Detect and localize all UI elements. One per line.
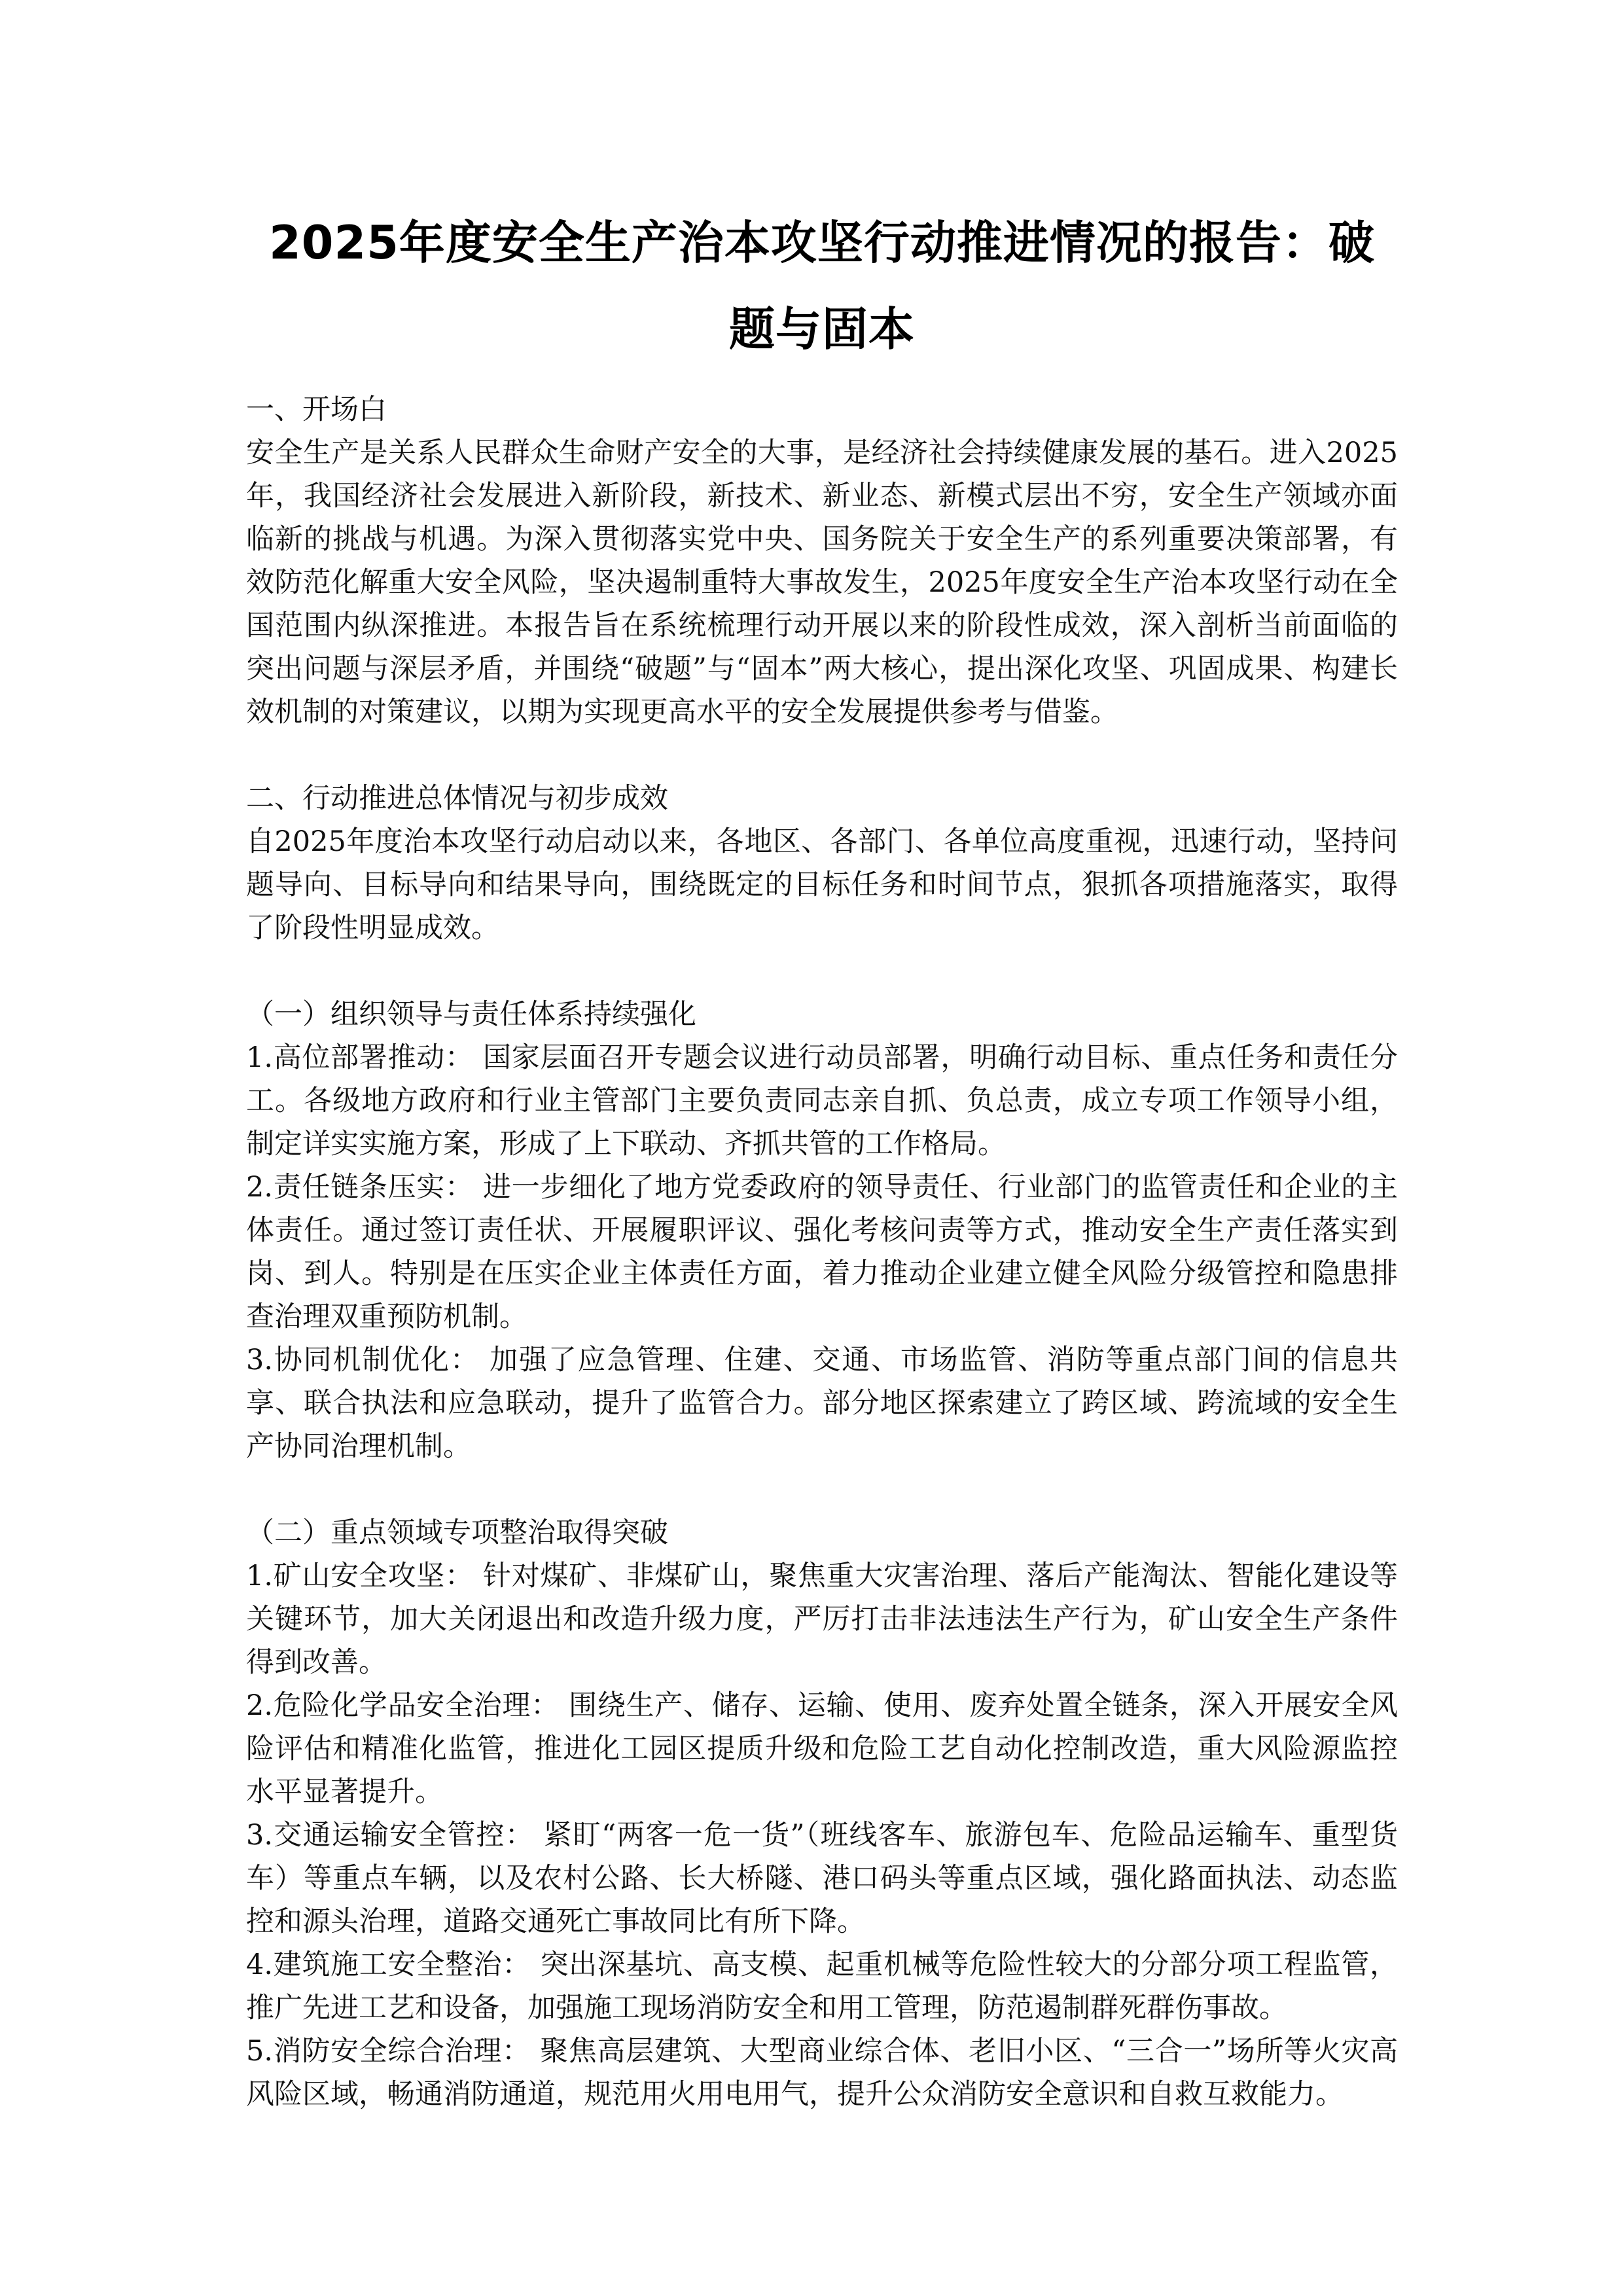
section-heading-intro: 一、开场白 [246,393,387,426]
subsection-heading-key-areas: （二）重点领域专项整治取得突破 [246,1516,668,1549]
key-area-item-2: 2.危险化学品安全治理： 围绕生产、储存、运输、使用、废弃处置全链条，深入开展安全风险评估和精准化监管，推进化工园区提质升级和危险工艺自动化控制改造，重大风险源监控水平显著提升。 [246,1689,1398,1808]
key-area-item-5: 5.消防安全综合治理： 聚焦高层建筑、大型商业综合体、老旧小区、“三合一”场所等火灾高风险区域，畅通消防通道，规范用火用电用气，提升公众消防安全意识和自救互救能力。 [246,2035,1398,2111]
key-area-item-3: 3.交通运输安全管控： 紧盯“两客一危一货”（班线客车、旅游包车、危险品运输车、重型货车）等重点车辆，以及农村公路、长大桥隧、港口码头等重点区域，强化路面执法、动态监控和源头治理，道路交通死亡事故同比有所下降。 [246,1819,1398,1938]
document-body [246,388,1398,2116]
organization-item-2: 2.责任链条压实： 进一步细化了地方党委政府的领导责任、行业部门的监管责任和企业的主体责任。通过签订责任状、开展履职评议、强化考核问责等方式，推动安全生产责任落实到岗、到人。特别是在压实企业主体责任方面，着力推动企业建立健全风险分级管控和隐患排查治理双重预防机制。 [246,1171,1398,1333]
section-heading-overview: 二、行动推进总体情况与初步成效 [246,782,668,815]
document-page [246,200,1398,2116]
paragraph-spacer [246,950,1398,993]
intro-paragraph: 安全生产是关系人民群众生命财产安全的大事，是经济社会持续健康发展的基石。进入2025年，我国经济社会发展进入新阶段，新技术、新业态、新模式层出不穷，安全生产领域亦面临新的挑战与机遇。为深入贯彻落实党中央、国务院关于安全生产的系列重要决策部署，有效防范化解重大安全风险，坚决遏制重特大事故发生，2025年度安全生产治本攻坚行动在全国范围内纵深推进。本报告旨在系统梳理行动开展以来的阶段性成效，深入剖析当前面临的突出问题与深层矛盾，并围绕“破题”与“固本”两大核心，提出深化攻坚、巩固成果、构建长效机制的对策建议，以期为实现更高水平的安全发展提供参考与借鉴。 [246,437,1398,728]
paragraph-spacer [246,1468,1398,1511]
key-area-item-1: 1.矿山安全攻坚： 针对煤矿、非煤矿山，聚焦重大灾害治理、落后产能淘汰、智能化建设等关键环节，加大关闭退出和改造升级力度，严厉打击非法违法生产行为，矿山安全生产条件得到改善。 [246,1560,1398,1679]
overview-paragraph: 自2025年度治本攻坚行动启动以来，各地区、各部门、各单位高度重视，迅速行动，坚持问题导向、目标导向和结果导向，围绕既定的目标任务和时间节点，狠抓各项措施落实，取得了阶段性明显成效。 [246,825,1398,944]
organization-item-1: 1.高位部署推动： 国家层面召开专题会议进行动员部署，明确行动目标、重点任务和责任分工。各级地方政府和行业主管部门主要负责同志亲自抓、负总责，成立专项工作领导小组，制定详实实施方案，形成了上下联动、齐抓共管的工作格局。 [246,1041,1398,1160]
document-title: 2025年度安全生产治本攻坚行动推进情况的报告：破题与固本 [269,216,1375,356]
organization-item-3: 3.协同机制优化： 加强了应急管理、住建、交通、市场监管、消防等重点部门间的信息共享、联合执法和应急联动，提升了监管合力。部分地区探索建立了跨区域、跨流域的安全生产协同治理机制。 [246,1344,1398,1463]
paragraph-spacer [246,734,1398,777]
subsection-heading-organization: （一）组织领导与责任体系持续强化 [246,998,696,1031]
key-area-item-4: 4.建筑施工安全整治： 突出深基坑、高支模、起重机械等危险性较大的分部分项工程监管，推广先进工艺和设备，加强施工现场消防安全和用工管理，防范遏制群死群伤事故。 [246,1948,1398,2024]
